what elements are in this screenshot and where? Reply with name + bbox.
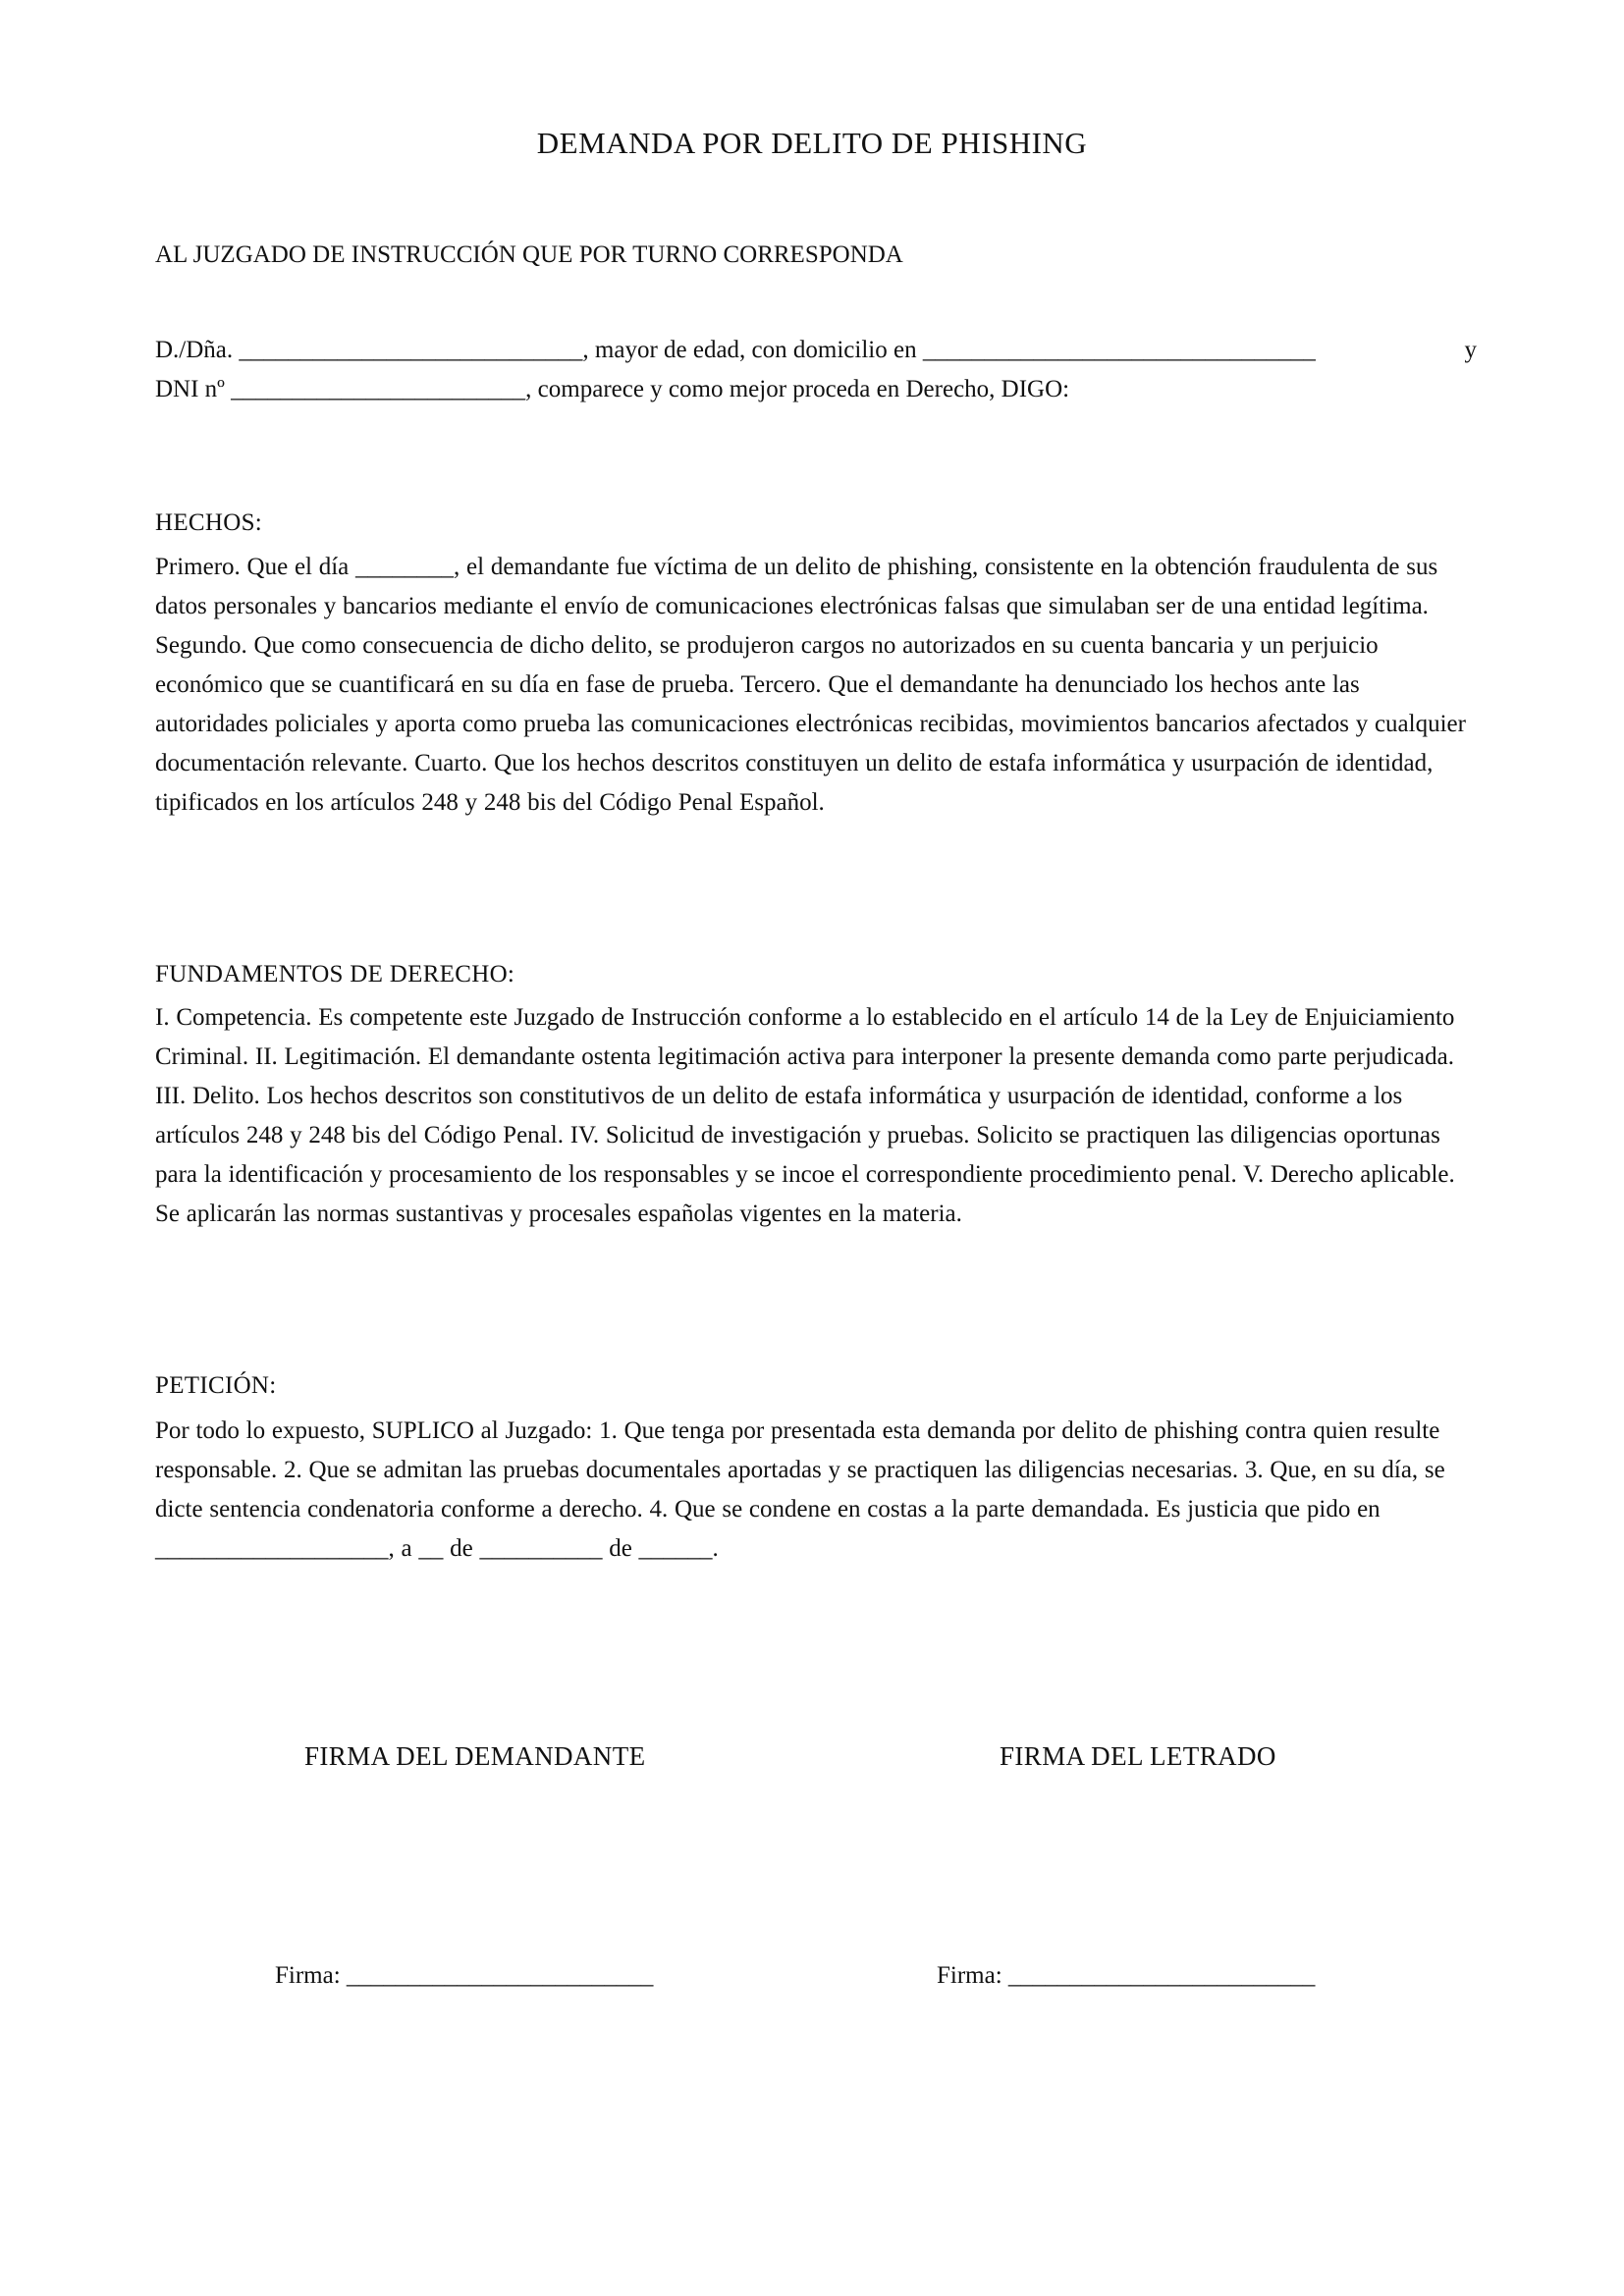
hechos-text: Primero. Que el día ________, el demandante fue víctima de un delito de phishing, consistente en la obtención fraudulenta de sus datos personales y bancarios mediante el envío de comunicaciones electrónicas falsas que simulaban ser de una entidad legítima. Segundo. Que como consecuencia de dicho delito, se produjeron cargos no autorizados en su cuenta bancaria y un perjuicio económico que se cuantificará en su día en fase de prueba. Tercero. Que el demandante ha denunciado los hechos ante las autoridades policiales y aporta como prueba las comunicaciones electrónicas recibidas, movimientos bancarios afectados y cualquier documentación relevante. Cuarto. Que los hechos descritos constituyen un delito de estafa informática y usurpación de identidad, tipificados en los artículos 248 y 248 bis del Código Penal Español.: [155, 554, 1466, 816]
plaintiff-signature-label: FIRMA DEL DEMANDANTE: [304, 1741, 646, 1771]
plaintiff-signature-line: Firma: _________________________: [275, 1962, 654, 1989]
peticion-heading: PETICIÓN:: [155, 1372, 277, 1399]
fundamentos-heading: FUNDAMENTOS DE DERECHO:: [155, 961, 515, 988]
party-line-1-main: D./Dña. ____________________________, mayor de edad, con domicilio en ________________________________: [155, 337, 1316, 363]
addressee: AL JUZGADO DE INSTRUCCIÓN QUE POR TURNO CORRESPONDA: [155, 241, 903, 268]
document-title: DEMANDA POR DELITO DE PHISHING: [536, 126, 1088, 160]
lawyer-signature-label: FIRMA DEL LETRADO: [1000, 1741, 1276, 1771]
party-line-1: [155, 334, 1477, 367]
peticion-text: Por todo lo expuesto, SUPLICO al Juzgado: 1. Que tenga por presentada esta demanda por delito de phishing contra quien resulte responsable. 2. Que se admitan las pruebas documentales aportadas y se practiquen las diligencias necesarias. 3. Que, en su día, se dicte sentencia condenatoria conforme a derecho. 4. Que se condene en costas a la parte demandada. Es justicia que pido en ___________________, a __ de __________ de ______.: [155, 1417, 1445, 1562]
lawyer-signature-line: Firma: _________________________: [937, 1962, 1316, 1989]
party-line-2: DNI nº ________________________, comparece y como mejor proceda en Derecho, DIGO:: [155, 376, 1070, 402]
party-line-1-end: y: [1464, 337, 1477, 363]
fundamentos-text: I. Competencia. Es competente este Juzgado de Instrucción conforme a lo establecido en el artículo 14 de la Ley de Enjuiciamiento Criminal. II. Legitimación. El demandante ostenta legitimación activa para interponer la presente demanda como parte perjudicada. III. Delito. Los hechos descritos son constitutivos de un delito de estafa informática y usurpación de identidad, conforme a los artículos 248 y 248 bis del Código Penal. IV. Solicitud de investigación y pruebas. Solicito se practiquen las diligencias oportunas para la identificación y procesamiento de los responsables y se incoe el correspondiente procedimiento penal. V. Derecho aplicable. Se aplicarán las normas sustantivas y procesales españolas vigentes en la materia.: [155, 1004, 1455, 1227]
hechos-heading: HECHOS:: [155, 509, 263, 536]
